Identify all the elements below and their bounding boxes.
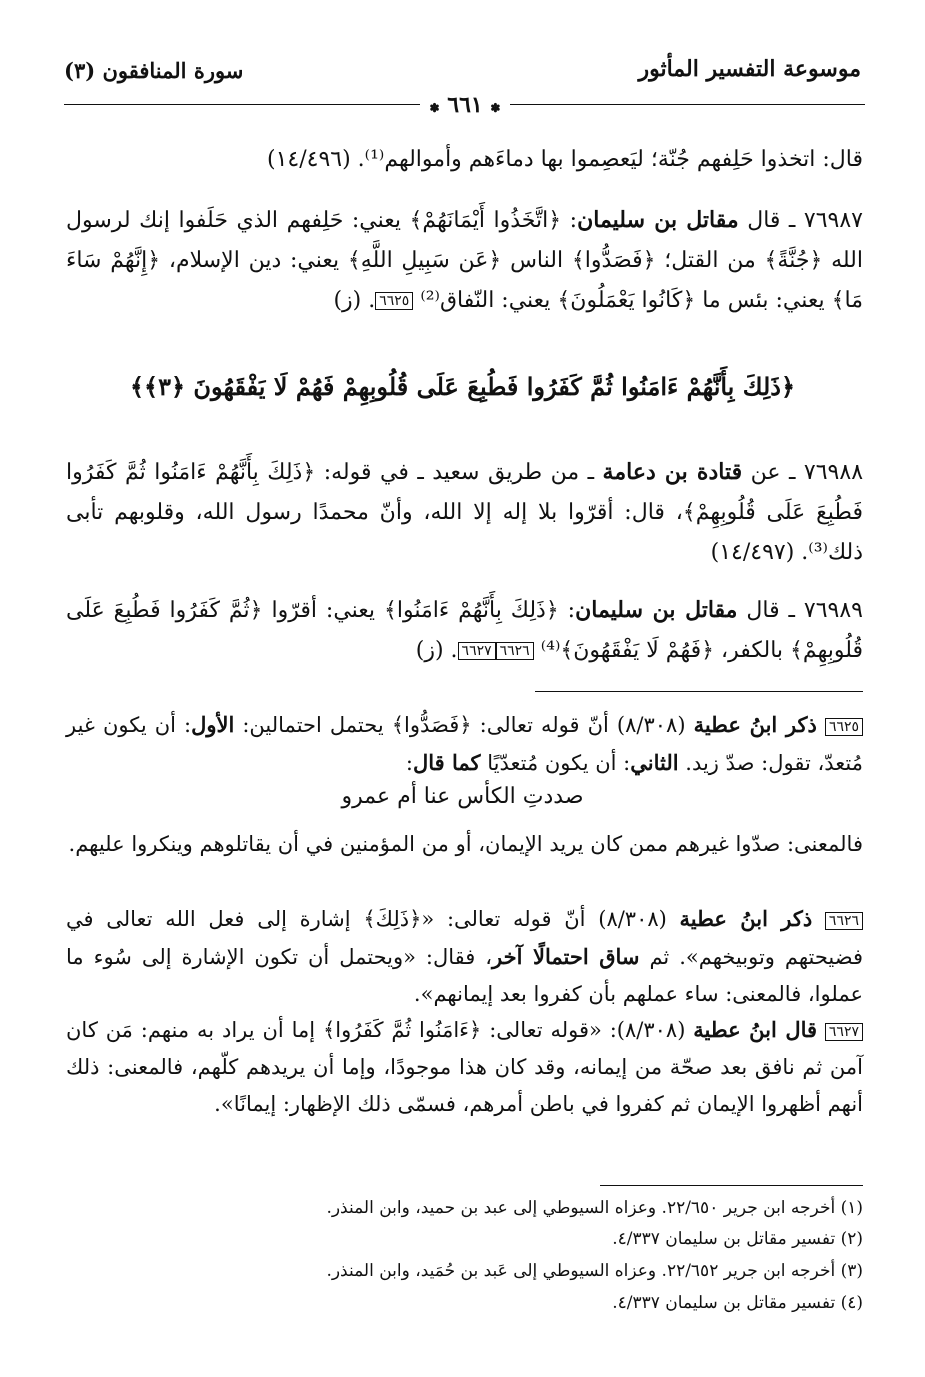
commentary-separator [535,691,863,692]
commentary-text: (٨/٣٠٨): «قوله تعالى: ﴿ءَامَنُوا ثُمَّ كَفَرُوا﴾ إما أن يراد به منهم: مَن كان آمن ثم نافق بعد صحّة من إيمانه، وقد كان هذا موجودًا، وإما أن يريدهم كلّهم، فالمعنى: ذلك أنهم أظهروا الإيمان ثم كفروا في باطن أمرهم، فسمّى ذلك الإظهار: إيمانًا». [66,1018,863,1116]
page-number [420,92,510,118]
commentary-ref-box: ٦٦٢٧ [825,1023,863,1041]
commentary-ref-box[interactable]: ٦٦٢٥ [375,292,413,310]
commentary-text: ، فقال: «ويحتمل أن تكون الإشارة إلى سُوء ما عملوا، فالمعنى: ساء عملهم بأن كفروا بعد إيمانهم». [66,945,863,1006]
commentary-text: (٨/٣٠٨) أنّ قوله تعالى: ﴿فَصَدُّوا﴾ يحتمل احتمالين: [234,713,694,737]
source-tag: . (ز) [415,638,458,663]
ornament-icon: ✽ [429,101,440,115]
commentary-text: فالمعنى: صدّوا غيرهم ممن كان يريد الإيمان، أو من المؤمنين في أن يقاتلوهم وينكروا عليهم. [68,832,863,856]
commentary-6625 [66,706,863,782]
narration-76988 [66,452,863,573]
footnote-3: (٣) أخرجه ابن جرير ٢٢/٦٥٢. وعزاه السيوطي إلى عَبد بن حُمَيد، وابن المنذر. [326,1261,863,1281]
narration-76987 [66,200,863,321]
footnote-1: (١) أخرجه ابن جرير ٢٢/٦٥٠. وعزاه السيوطي إلى عبد بن حميد، وابن المنذر. [326,1198,863,1218]
narration-text: : ﴿اتَّخَذُوا أَيْمَانَهُمْ﴾ يعني: حَلِفهم الذي حَلَفوا إنك لرسول الله ﴿جُنَّةً﴾ من القتل؛ ﴿فَصَدُّوا﴾ الناس ﴿عَن سَبِيلِ اللَّهِ﴾ يعني: دين الإسلام، ﴿إِنَّهُمْ سَاءَ مَا﴾ يعني: بئس ما ﴿كَانُوا يَعْمَلُونَ﴾ يعني: النّفاق⁽²⁾ [66,208,863,313]
narrator-name: مقاتل بن سليمان [575,597,738,623]
narrator-name: قتادة بن دعامة [602,459,743,485]
quran-verse: ﴿ذَلِكَ بِأَنَّهُمْ ءَامَنُوا ثُمَّ كَفَرُوا فَطُبِعَ عَلَى قُلُوبِهِمْ فَهُمْ لَا يَفْقَهُونَ ﴿٣﴾﴾ [129,372,796,401]
commentary-lead: قال ابنُ عطية [693,1017,818,1042]
commentary-text: : أن يكون غير مُتعدّ، تقول: صدّ زيد. [66,713,863,775]
book-title: موسوعة التفسير المأثور [638,56,861,82]
commentary-ref-box[interactable]: ٦٦٢٧ [458,642,496,660]
source-tag: . (ز) [333,288,376,313]
first-option-label: الأول [191,712,235,737]
commentary-ref-box: ٦٦٢٥ [825,718,863,736]
narration-text: : ﴿ذَلِكَ بِأَنَّهُمْ ءَامَنُوا﴾ يعني: أقرّوا ﴿ثُمَّ كَفَرُوا فَطُبِعَ عَلَى قُلُوبِهِمْ﴾ بالكفر، ﴿فَهُمْ لَا يَفْقَهُونَ﴾⁽⁴⁾ [66,598,863,663]
paragraph-text: قال: اتخذوا حَلِفهم جُنّة؛ ليَعصِموا بها دماءَهم وأموالهم⁽¹⁾. (١٤/٤٩٦) [267,147,863,172]
narration-text: ـ من طريق سعيد ـ في قوله: ﴿ذَلِكَ بِأَنَّهُمْ ءَامَنُوا ثُمَّ كَفَرُوا فَطُبِعَ عَلَى قُلُوبِهِمْ﴾، قال: أقرّوا بلا إله إلا الله، وأنّ محمدًا رسول الله، وقلوبهم تأبى ذلك⁽³⁾. (١٤/٤٩٧) [66,460,863,565]
commentary-6625-meaning [66,826,863,863]
commentary-text: : أن يكون مُتعدّيًا [480,751,631,775]
commentary-lead: ذكر ابنُ عطية [693,712,817,737]
footnote-2: (٢) تفسير مقاتل بن سليمان ٤/٣٣٧. [612,1229,863,1249]
poem-line: صددتِ الكأس عنا أم عمرو [341,784,584,809]
commentary-text: : [405,751,413,775]
commentary-6627 [66,1011,863,1123]
narrator-name: مقاتل بن سليمان [577,207,739,233]
commentary-6626 [66,900,863,1013]
narration-number: ٧٦٩٨٨ ـ عن [750,460,864,485]
commentary-text: (٨/٣٠٨) أنّ قوله تعالى: «﴿ذَلِكَ﴾ إشارة إلى فعل الله تعالى في فضيحتهم وتوبيخهم». ثم [66,907,864,969]
narration-76989 [66,590,863,671]
commentary-ref-box[interactable]: ٦٦٢٦ [496,642,534,660]
footnote-4: (٤) تفسير مقاتل بن سليمان ٤/٣٣٧. [612,1293,863,1313]
narration-number: ٧٦٩٨٩ ـ قال [746,598,863,623]
narration-number: ٧٦٩٨٧ ـ قال [747,208,863,233]
paragraph-continuation [66,140,863,180]
commentary-bold: ساق احتمالًا آخر [492,944,640,969]
commentary-ref-box: ٦٦٢٦ [825,912,863,930]
ornament-icon: ✽ [490,101,501,115]
page-number-text: ٦٦١ [447,92,483,118]
second-option-label: الثاني [630,750,679,775]
poem-intro: كما قال [412,750,481,775]
commentary-lead: ذكر ابنُ عطية [679,906,813,931]
footnote-separator [600,1185,863,1186]
surah-title: سورة المنافقون (٣) [64,58,244,83]
